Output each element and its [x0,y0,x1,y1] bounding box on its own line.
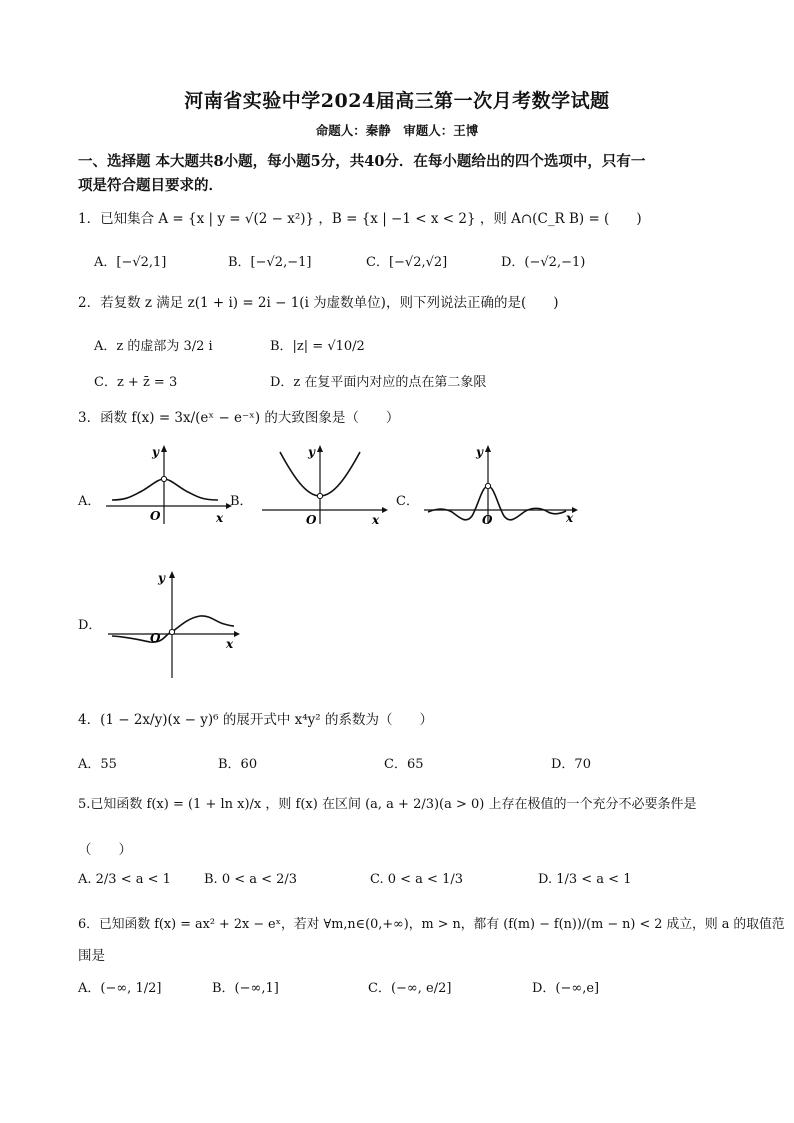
q2-option-d: D．z 在复平面内对应的点在第二象限 [270,375,487,390]
q3a-x-label: x [216,511,224,525]
question-5-stem: 5.已知函数 f(x) = (1 + ln x)/x ，则 f(x) 在区间 (a, a + 2/3)(a > 0) 上存在极值的一个充分不必要条件是 [78,797,697,812]
q6-option-d: D．(−∞,e] [532,981,600,996]
section-heading-line1: 一、选择题 本大题共8小题，每小题5分，共40分．在每小题给出的四个选项中，只有一 [78,153,646,170]
q3c-x-label: x [566,511,574,525]
q4-option-d: D．70 [551,757,591,772]
section-heading-line2: 项是符合题目要求的． [78,177,223,194]
q3c-origin-label: O [482,513,493,526]
q3-option-b-label: B． [230,494,253,509]
q4-option-b: B．60 [218,757,258,772]
question-6-stem-cont: 围是 [78,948,105,964]
q3b-x-label: x [372,513,380,526]
authors-line: 命题人：秦静 审题人：王博 [315,123,479,138]
q1-option-d: D．(−√2,−1) [501,255,586,270]
q5-option-c: C. 0 < a < 1/3 [370,872,464,887]
q3d-origin-label: O [150,631,161,645]
question-2-stem: 2．若复数 z 满足 z(1 + i) = 2i − 1(i 为虚数单位)，则下列说法正确的是( ) [78,295,559,311]
q3a-y-label: y [152,445,159,459]
q3b-origin-label: O [306,513,317,526]
q3-graph-a [102,444,232,526]
q3a-origin-label: O [150,509,161,523]
q3-graph-d [104,570,240,680]
q5-option-d: D. 1/3 < a < 1 [538,872,632,887]
q5-option-b: B. 0 < a < 2/3 [204,872,298,887]
q1-option-b: B．[−√2,−1] [228,255,312,270]
q5-answer-paren: （ ） [78,842,132,858]
q3d-y-label: y [158,571,165,585]
question-6-stem: 6．已知函数 f(x) = ax² + 2x − eˣ，若对 ∀m,n∈(0,+∞)，m > n，都有 (f(m) − f(n))/(m − n) < 2 成立，则 a 的取值范 [78,917,785,932]
q3b-y-label: y [308,445,315,459]
q3-graph-c [420,444,580,526]
q3c-y-label: y [476,445,483,459]
question-3-stem: 3．函数 f(x) = 3x/(eˣ − e⁻ˣ) 的大致图象是（ ） [78,410,400,426]
q2-option-c: C．z + z̄ = 3 [94,375,178,390]
q6-option-b: B．(−∞,1] [212,981,279,996]
question-4-stem: 4．(1 − 2x/y)(x − y)⁶ 的展开式中 x⁴y² 的系数为（ ） [78,712,434,728]
q4-option-c: C．65 [384,757,424,772]
q3d-x-label: x [226,637,234,651]
page-title: 河南省实验中学2024届高三第一次月考数学试题 [184,90,610,112]
q2-option-a: A．z 的虚部为 3/2 i [94,339,213,354]
q6-option-a: A．(−∞, 1/2] [78,981,162,996]
q3-option-c-label: C． [396,494,419,509]
question-1-stem: 1．已知集合 A = {x | y = √(2 − x²)} ，B = {x | −1 < x < 2} ，则 A∩(C_R B) = ( ) [78,211,642,227]
q3-graph-b [258,444,388,526]
q5-option-a: A. 2/3 < a < 1 [78,872,171,887]
q4-option-a: A．55 [78,757,117,772]
q3-option-a-label: A． [78,494,101,509]
q6-option-c: C．(−∞, e/2] [368,981,452,996]
q1-option-c: C．[−√2,√2] [366,255,448,270]
q1-option-a: A．[−√2,1] [94,255,167,270]
q3-option-d-label: D． [78,618,102,633]
q2-option-b: B．|z| = √10/2 [270,339,365,354]
